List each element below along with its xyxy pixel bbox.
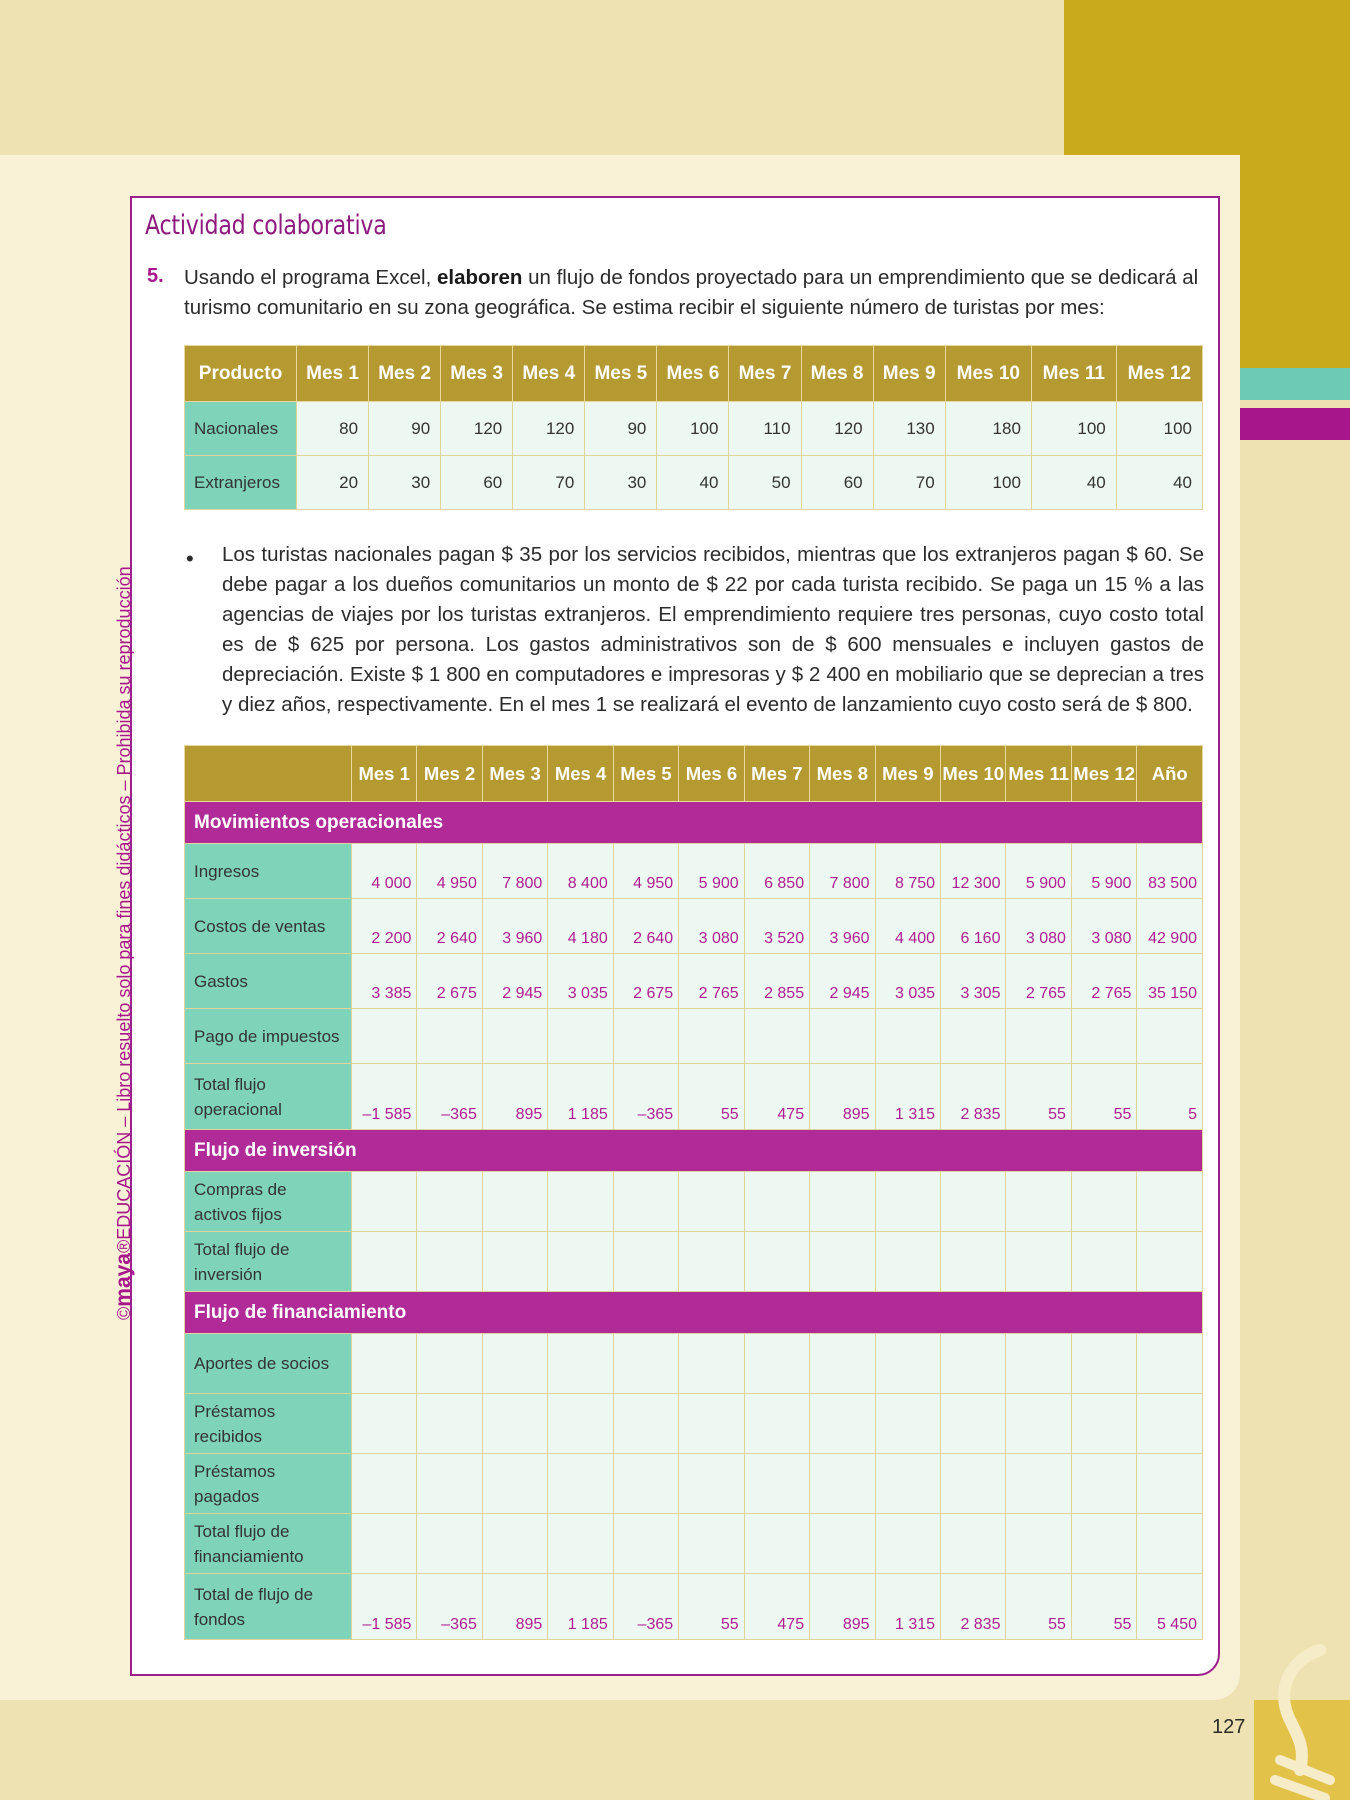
table-cell: 70	[873, 456, 945, 510]
table-cell: 100	[1116, 402, 1202, 456]
table-cell	[482, 1334, 547, 1394]
table-cell: 90	[585, 402, 657, 456]
bottom-band	[0, 1700, 1350, 1800]
column-header: Año	[1137, 746, 1203, 802]
table-cell: 8 750	[875, 844, 940, 899]
table-cell	[613, 1009, 678, 1064]
table-row	[185, 456, 1203, 510]
table-cell	[810, 1232, 875, 1292]
table-cell	[875, 1232, 940, 1292]
table-cell	[351, 1334, 416, 1394]
table-cell	[875, 1172, 940, 1232]
table-cell: 2 675	[613, 954, 678, 1009]
task-text-bold: elaboren	[436, 266, 523, 289]
table-cell	[482, 1454, 547, 1514]
registered-mark: ®	[114, 1239, 134, 1254]
column-header: Mes 6	[679, 746, 744, 802]
table-cell: 4 950	[613, 844, 678, 899]
table-cell: 3 035	[875, 954, 940, 1009]
table-cell	[1137, 1394, 1203, 1454]
table-cell: 100	[1031, 402, 1116, 456]
column-header: Mes 11	[1006, 746, 1071, 802]
task-text-start: Usando el programa Excel,	[184, 266, 437, 289]
table-cell: 4 400	[875, 899, 940, 954]
table-cell	[941, 1334, 1006, 1394]
table-cell: 3 080	[679, 899, 744, 954]
table-cell: 2 765	[1071, 954, 1136, 1009]
table-cell	[548, 1334, 613, 1394]
table-row	[185, 402, 1203, 456]
copyright-symbol: ©	[114, 1306, 134, 1320]
row-label: Total flujo de inversión	[185, 1232, 352, 1292]
tourists-table-body	[185, 402, 1203, 510]
column-header: Mes 9	[873, 346, 945, 402]
table-cell: 2 675	[417, 954, 482, 1009]
table-row	[185, 1172, 1203, 1232]
table-cell: 3 080	[1071, 899, 1136, 954]
table-cell	[875, 1514, 940, 1574]
table-cell	[941, 1514, 1006, 1574]
row-label: Nacionales	[185, 402, 297, 456]
table-cell: 3 080	[1006, 899, 1071, 954]
table-cell	[1006, 1334, 1071, 1394]
table-cell: 120	[513, 402, 585, 456]
column-header: Mes 10	[941, 746, 1006, 802]
table-cell: 3 305	[941, 954, 1006, 1009]
column-header: Mes 7	[744, 746, 809, 802]
table-cell	[613, 1394, 678, 1454]
table-cell	[613, 1514, 678, 1574]
column-header: Producto	[185, 346, 297, 402]
table-cell: –365	[417, 1574, 482, 1640]
table-cell: 70	[513, 456, 585, 510]
table-cell	[482, 1009, 547, 1064]
table-cell: 3 385	[351, 954, 416, 1009]
table-cell	[679, 1454, 744, 1514]
table-cell	[875, 1334, 940, 1394]
table-cell	[482, 1232, 547, 1292]
table-cell	[613, 1232, 678, 1292]
table-cell	[1137, 1334, 1203, 1394]
corner-header	[185, 746, 352, 802]
table-cell	[1071, 1009, 1136, 1064]
table-cell: –365	[613, 1064, 678, 1130]
table-cell: 5 450	[1137, 1574, 1203, 1640]
column-header: Mes 8	[801, 346, 873, 402]
row-label: Total flujo operacional	[185, 1064, 352, 1130]
table-cell: 80	[297, 402, 369, 456]
table-cell: 55	[1006, 1574, 1071, 1640]
table-cell: 12 300	[941, 844, 1006, 899]
table-cell	[744, 1172, 809, 1232]
column-header: Mes 12	[1116, 346, 1202, 402]
table-cell	[417, 1514, 482, 1574]
table-cell: 100	[945, 456, 1031, 510]
section-header-row	[185, 802, 1203, 844]
column-header: Mes 3	[482, 746, 547, 802]
table-cell	[417, 1394, 482, 1454]
table-cell	[351, 1009, 416, 1064]
table-cell: 40	[657, 456, 729, 510]
table-cell	[744, 1394, 809, 1454]
column-header: Mes 6	[657, 346, 729, 402]
side-strip-top	[1240, 0, 1350, 370]
column-header: Mes 5	[585, 346, 657, 402]
table-cell	[744, 1009, 809, 1064]
table-cell	[613, 1334, 678, 1394]
row-label: Préstamos recibidos	[185, 1394, 352, 1454]
table-cell	[482, 1172, 547, 1232]
table-cell	[810, 1172, 875, 1232]
table-cell	[679, 1232, 744, 1292]
activity-title: Actividad colaborativa	[145, 210, 387, 241]
table-cell: 55	[679, 1574, 744, 1640]
table-cell	[1006, 1009, 1071, 1064]
table-row	[185, 1064, 1203, 1130]
table-cell	[679, 1514, 744, 1574]
table-row	[185, 899, 1203, 954]
table-cell: 40	[1031, 456, 1116, 510]
table-cell: 1 185	[548, 1064, 613, 1130]
column-header: Mes 9	[875, 746, 940, 802]
table-cell	[679, 1172, 744, 1232]
column-header: Mes 11	[1031, 346, 1116, 402]
row-label: Total flujo de financiamiento	[185, 1514, 352, 1574]
table-cell	[1137, 1232, 1203, 1292]
column-header: Mes 4	[548, 746, 613, 802]
table-cell: 2 855	[744, 954, 809, 1009]
table-cell	[613, 1454, 678, 1514]
table-cell	[482, 1514, 547, 1574]
table-cell	[548, 1172, 613, 1232]
table-row	[185, 1232, 1203, 1292]
table-cell: –1 585	[351, 1064, 416, 1130]
table-cell: 120	[801, 402, 873, 456]
table-row	[185, 1334, 1203, 1394]
table-cell: 5 900	[1006, 844, 1071, 899]
table-cell	[744, 1232, 809, 1292]
row-label: Total de flujo de fondos	[185, 1574, 352, 1640]
column-header: Mes 7	[729, 346, 801, 402]
table-cell: 83 500	[1137, 844, 1203, 899]
table-cell	[482, 1394, 547, 1454]
table-cell	[941, 1172, 1006, 1232]
table-cell: 30	[369, 456, 441, 510]
table-cell: 5 900	[1071, 844, 1136, 899]
section-header-row	[185, 1292, 1203, 1334]
table-cell: 2 200	[351, 899, 416, 954]
table-cell	[1071, 1394, 1136, 1454]
table-cell: 120	[441, 402, 513, 456]
table-cell: 895	[810, 1064, 875, 1130]
table-cell	[810, 1514, 875, 1574]
table-cell: 2 640	[417, 899, 482, 954]
table-cell	[875, 1454, 940, 1514]
cash-flow-table-body	[185, 802, 1203, 1640]
copyright-note	[112, 566, 136, 1320]
table-row	[185, 1454, 1203, 1514]
bullet-dot: •	[186, 546, 194, 571]
table-row	[185, 1009, 1203, 1064]
table-cell: 4 950	[417, 844, 482, 899]
flow-header-row	[185, 746, 1203, 802]
table-cell	[548, 1009, 613, 1064]
table-cell	[875, 1009, 940, 1064]
section-title: Flujo de financiamiento	[185, 1292, 1203, 1334]
table-cell: –1 585	[351, 1574, 416, 1640]
table-cell: 895	[482, 1064, 547, 1130]
table-cell	[941, 1009, 1006, 1064]
table-cell: 100	[657, 402, 729, 456]
brand-name: maya	[112, 1253, 135, 1307]
table-cell	[417, 1454, 482, 1514]
table-cell	[351, 1172, 416, 1232]
table-cell	[1006, 1232, 1071, 1292]
column-header: Mes 12	[1071, 746, 1136, 802]
row-label: Gastos	[185, 954, 352, 1009]
column-header: Mes 1	[297, 346, 369, 402]
table-cell	[1006, 1514, 1071, 1574]
table-cell: 55	[1006, 1064, 1071, 1130]
table-cell: 130	[873, 402, 945, 456]
table-cell: 895	[810, 1574, 875, 1640]
copyright-text: EDUCACIÓN – Libro resuelto solo para fines didácticos – Prohibida su reproducción	[114, 566, 134, 1240]
table-cell: 7 800	[810, 844, 875, 899]
table-row	[185, 1394, 1203, 1454]
table-cell: 55	[679, 1064, 744, 1130]
section-title: Movimientos operacionales	[185, 802, 1203, 844]
column-header: Mes 8	[810, 746, 875, 802]
table-cell	[417, 1334, 482, 1394]
table-cell: 180	[945, 402, 1031, 456]
table-cell: 6 160	[941, 899, 1006, 954]
column-header: Mes 10	[945, 346, 1031, 402]
column-header: Mes 1	[351, 746, 416, 802]
column-header: Mes 5	[613, 746, 678, 802]
table-cell	[875, 1394, 940, 1454]
table-cell: 2 765	[1006, 954, 1071, 1009]
table-cell: 60	[801, 456, 873, 510]
table-cell: 1 315	[875, 1064, 940, 1130]
table-cell	[351, 1232, 416, 1292]
table-cell: 5	[1137, 1064, 1203, 1130]
table-cell: 5 900	[679, 844, 744, 899]
row-label: Costos de ventas	[185, 899, 352, 954]
table-cell: 2 640	[613, 899, 678, 954]
table-cell: –365	[417, 1064, 482, 1130]
table-cell	[744, 1514, 809, 1574]
table-cell: 3 035	[548, 954, 613, 1009]
table-cell	[1137, 1514, 1203, 1574]
table-cell	[1071, 1514, 1136, 1574]
table-cell: 42 900	[1137, 899, 1203, 954]
table-cell	[941, 1454, 1006, 1514]
table-cell	[351, 1454, 416, 1514]
table-cell: 4 000	[351, 844, 416, 899]
table-cell	[1006, 1172, 1071, 1232]
table-cell: 90	[369, 402, 441, 456]
table-cell: 2 945	[482, 954, 547, 1009]
top-band	[0, 0, 1064, 155]
table-cell: 7 800	[482, 844, 547, 899]
tourists-header-row	[185, 346, 1203, 402]
table-cell	[1071, 1334, 1136, 1394]
table-cell	[679, 1394, 744, 1454]
table-cell: 475	[744, 1574, 809, 1640]
table-cell	[679, 1009, 744, 1064]
table-cell: 2 835	[941, 1574, 1006, 1640]
table-cell	[417, 1232, 482, 1292]
section-header-row	[185, 1130, 1203, 1172]
table-cell: 55	[1071, 1574, 1136, 1640]
table-cell	[1137, 1454, 1203, 1514]
table-cell	[941, 1394, 1006, 1454]
table-row	[185, 1514, 1203, 1574]
table-cell: 2 945	[810, 954, 875, 1009]
task-instructions	[184, 263, 1204, 323]
row-label: Préstamos pagados	[185, 1454, 352, 1514]
table-cell: 895	[482, 1574, 547, 1640]
table-cell: 6 850	[744, 844, 809, 899]
table-cell: 4 180	[548, 899, 613, 954]
table-cell: 3 960	[482, 899, 547, 954]
row-label: Pago de impuestos	[185, 1009, 352, 1064]
table-cell	[1137, 1172, 1203, 1232]
table-cell	[548, 1394, 613, 1454]
table-cell	[351, 1514, 416, 1574]
table-cell: 2 765	[679, 954, 744, 1009]
table-cell: 50	[729, 456, 801, 510]
section-title: Flujo de inversión	[185, 1130, 1203, 1172]
table-cell	[810, 1394, 875, 1454]
table-cell: 60	[441, 456, 513, 510]
table-cell	[548, 1454, 613, 1514]
table-cell: 2 835	[941, 1064, 1006, 1130]
row-label: Extranjeros	[185, 456, 297, 510]
task-number: 5.	[147, 265, 164, 287]
table-cell: 110	[729, 402, 801, 456]
tourists-table	[184, 345, 1203, 510]
table-cell: 3 960	[810, 899, 875, 954]
table-cell: 55	[1071, 1064, 1136, 1130]
page-number: 127	[1212, 1716, 1246, 1738]
table-cell	[810, 1454, 875, 1514]
table-cell: 1 315	[875, 1574, 940, 1640]
table-row	[185, 954, 1203, 1009]
table-cell: 30	[585, 456, 657, 510]
table-cell	[1071, 1172, 1136, 1232]
table-cell	[548, 1232, 613, 1292]
task-text-end: un flujo de fondos proyectado para un emprendimiento que se dedicará al turismo comunitario en su zona geográfica. Se estima recibir el siguiente número de turistas por mes:	[184, 266, 1199, 319]
cash-flow-table	[184, 745, 1203, 1640]
teal-tab	[1240, 368, 1350, 400]
table-cell: 40	[1116, 456, 1202, 510]
table-cell: 35 150	[1137, 954, 1203, 1009]
column-header: Mes 2	[369, 346, 441, 402]
row-label: Aportes de socios	[185, 1334, 352, 1394]
table-cell: 8 400	[548, 844, 613, 899]
table-row	[185, 844, 1203, 899]
column-header: Mes 3	[441, 346, 513, 402]
table-cell	[679, 1334, 744, 1394]
table-cell	[810, 1009, 875, 1064]
table-cell	[744, 1334, 809, 1394]
row-label: Ingresos	[185, 844, 352, 899]
table-cell	[1071, 1454, 1136, 1514]
table-cell	[351, 1394, 416, 1454]
table-cell	[548, 1514, 613, 1574]
table-cell: 20	[297, 456, 369, 510]
table-cell	[1071, 1232, 1136, 1292]
lightbulb-icon	[1250, 1630, 1350, 1800]
column-header: Mes 4	[513, 346, 585, 402]
table-cell	[941, 1232, 1006, 1292]
table-cell	[744, 1454, 809, 1514]
row-label: Compras de activos fijos	[185, 1172, 352, 1232]
table-cell: 475	[744, 1064, 809, 1130]
table-cell	[417, 1009, 482, 1064]
column-header: Mes 2	[417, 746, 482, 802]
table-cell: –365	[613, 1574, 678, 1640]
table-cell: 3 520	[744, 899, 809, 954]
table-cell	[613, 1172, 678, 1232]
table-cell	[1006, 1454, 1071, 1514]
table-cell	[810, 1334, 875, 1394]
table-cell	[1137, 1009, 1203, 1064]
magenta-tab	[1240, 408, 1350, 440]
table-cell	[1006, 1394, 1071, 1454]
table-cell: 1 185	[548, 1574, 613, 1640]
bullet-text: Los turistas nacionales pagan $ 35 por los servicios recibidos, mientras que los extranjeros pagan $ 60. Se debe pagar a los dueños comunitarios un monto de $ 22 por cada turista recibido. Se paga un 15 % a las agencias de viajes por los turistas extranjeros. El emprendimiento requiere tres personas, cuyo costo total es de $ 625 por persona. Los gastos administrativos son de $ 600 mensuales e incluyen gastos de depreciación. Existe $ 1 800 en computadores e impresoras y $ 2 400 en mobiliario que se deprecian a tres y diez años, respectivamente. En el mes 1 se realizará el evento de lanzamiento cuyo costo será de $ 800.	[222, 543, 1204, 716]
table-row	[185, 1574, 1203, 1640]
table-cell	[417, 1172, 482, 1232]
